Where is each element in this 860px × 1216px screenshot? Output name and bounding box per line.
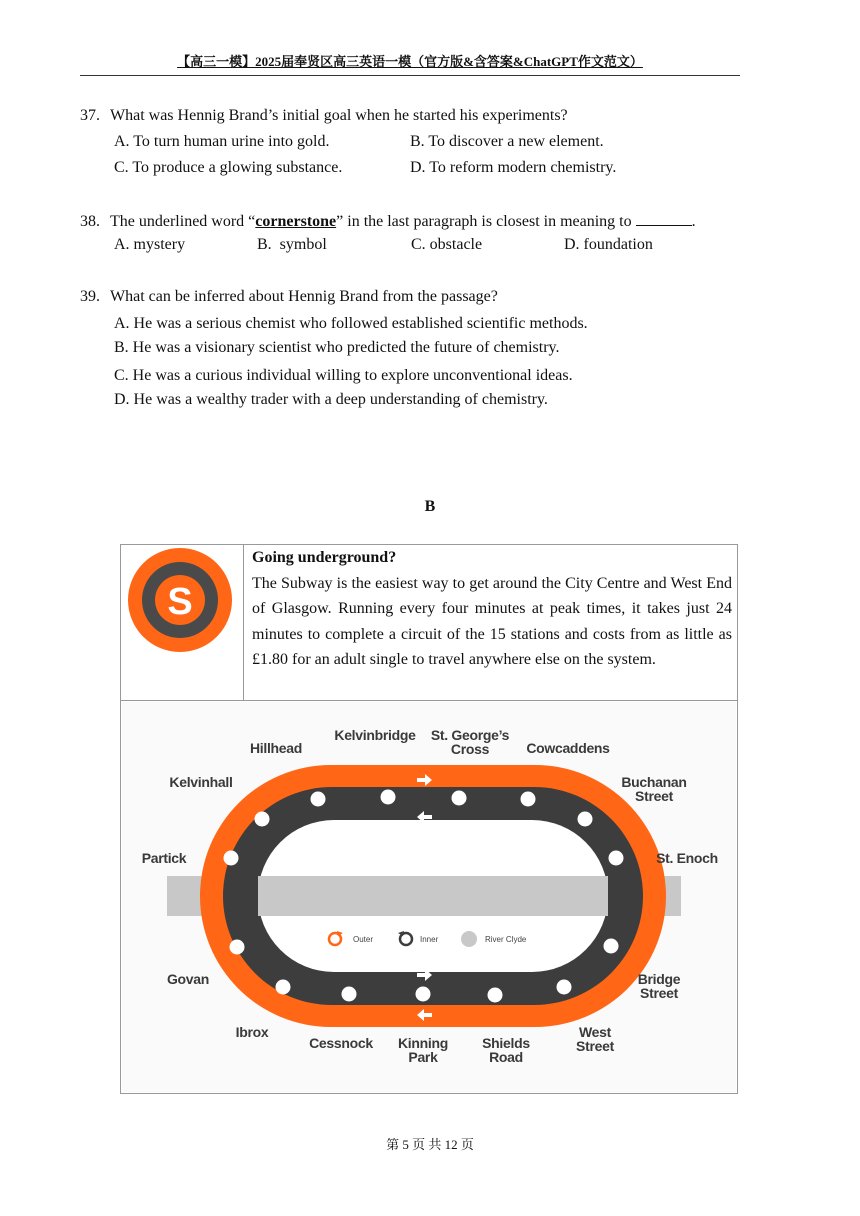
- box-divider-vertical: [243, 544, 244, 700]
- subway-logo-icon: [128, 548, 232, 652]
- option-37b[interactable]: B. To discover a new element.: [410, 133, 604, 150]
- logo-letter: S: [167, 581, 193, 623]
- station-label: Road: [489, 1049, 523, 1065]
- page-header: [80, 51, 740, 70]
- legend-inner-label: Inner: [420, 935, 439, 944]
- info-text: The Subway is the easiest way to get around the City Centre and West End of Glasgow. Running every four minutes at peak times, it takes just 24 minutes to complete a circuit of the 15 stations and costs from as little as £1.80 for an adult single to travel anywhere else on the system.: [252, 575, 732, 668]
- station-label: Govan: [166, 971, 210, 987]
- option-37a[interactable]: A. To turn human urine into gold.: [114, 133, 330, 150]
- option-38d[interactable]: D. foundation: [564, 236, 653, 253]
- option-39d[interactable]: D. He was a wealthy trader with a deep understanding of chemistry.: [114, 391, 548, 408]
- header-title: 【高三一模】2025届奉贤区高三英语一模（官方版&含答案&ChatGPT作文范文）: [177, 54, 643, 69]
- underlined-word: cornerstone: [255, 213, 337, 230]
- page-footer: 第 5 页 共 12 页: [386, 1137, 474, 1152]
- station-label: Partick: [141, 850, 187, 866]
- station-label: West: [579, 1024, 611, 1040]
- option-37c[interactable]: C. To produce a glowing substance.: [114, 159, 343, 176]
- question-stem: What was Hennig Brand’s initial goal when he started his experiments?: [110, 107, 568, 124]
- station-label: Buchanan: [621, 774, 687, 790]
- river-legend-icon: [461, 931, 477, 947]
- station-label: Cross: [450, 741, 490, 757]
- question-39: [80, 287, 498, 307]
- header-rule: [80, 75, 740, 76]
- option-39b[interactable]: B. He was a visionary scientist who predicted the future of chemistry.: [114, 339, 560, 356]
- option-37d[interactable]: D. To reform modern chemistry.: [410, 159, 617, 176]
- question-stem-end: .: [691, 213, 696, 230]
- station-label: Street: [640, 985, 678, 1001]
- box-divider-horizontal: [120, 700, 738, 701]
- station-label: Park: [408, 1049, 438, 1065]
- station-label: St. Enoch: [656, 850, 718, 866]
- station-label: Shields: [482, 1035, 530, 1051]
- question-number: 38.: [80, 213, 100, 230]
- option-39a[interactable]: A. He was a serious chemist who followed established scientific methods.: [114, 315, 588, 332]
- question-stem: What can be inferred about Hennig Brand from the passage?: [110, 288, 498, 305]
- station-label: Street: [576, 1038, 614, 1054]
- station-label: St. George’s: [430, 727, 510, 743]
- section-label: B: [424, 498, 436, 515]
- answer-blank: [636, 211, 692, 226]
- option-39c[interactable]: C. He was a curious individual willing to explore unconventional ideas.: [114, 367, 573, 384]
- station-label: Kelvinhall: [169, 774, 233, 790]
- question-38: [80, 211, 696, 232]
- station-label: Ibrox: [235, 1024, 269, 1040]
- station-label: Cessnock: [309, 1035, 373, 1051]
- question-number: 37.: [80, 107, 100, 124]
- legend-outer-label: Outer: [353, 935, 374, 944]
- question-37: [80, 106, 568, 126]
- station-label: Hillhead: [249, 740, 303, 756]
- station-label: Street: [635, 788, 673, 804]
- option-38a[interactable]: A. mystery: [114, 236, 186, 253]
- legend-river-label: River Clyde: [485, 935, 527, 944]
- station-label: Kelvinbridge: [334, 727, 416, 743]
- subway-map: [122, 702, 736, 1092]
- station-label: Kinning: [398, 1035, 448, 1051]
- question-stem-rest: ” in the last paragraph is closest in meaning to: [336, 213, 632, 230]
- info-title: Going underground?: [252, 549, 397, 566]
- question-stem-start: The underlined word “: [110, 213, 256, 230]
- station-label: Cowcaddens: [526, 740, 610, 756]
- station-label: Bridge: [637, 971, 681, 987]
- option-38b[interactable]: B. symbol: [257, 236, 327, 253]
- question-number: 39.: [80, 288, 100, 305]
- option-38c[interactable]: C. obstacle: [411, 236, 483, 253]
